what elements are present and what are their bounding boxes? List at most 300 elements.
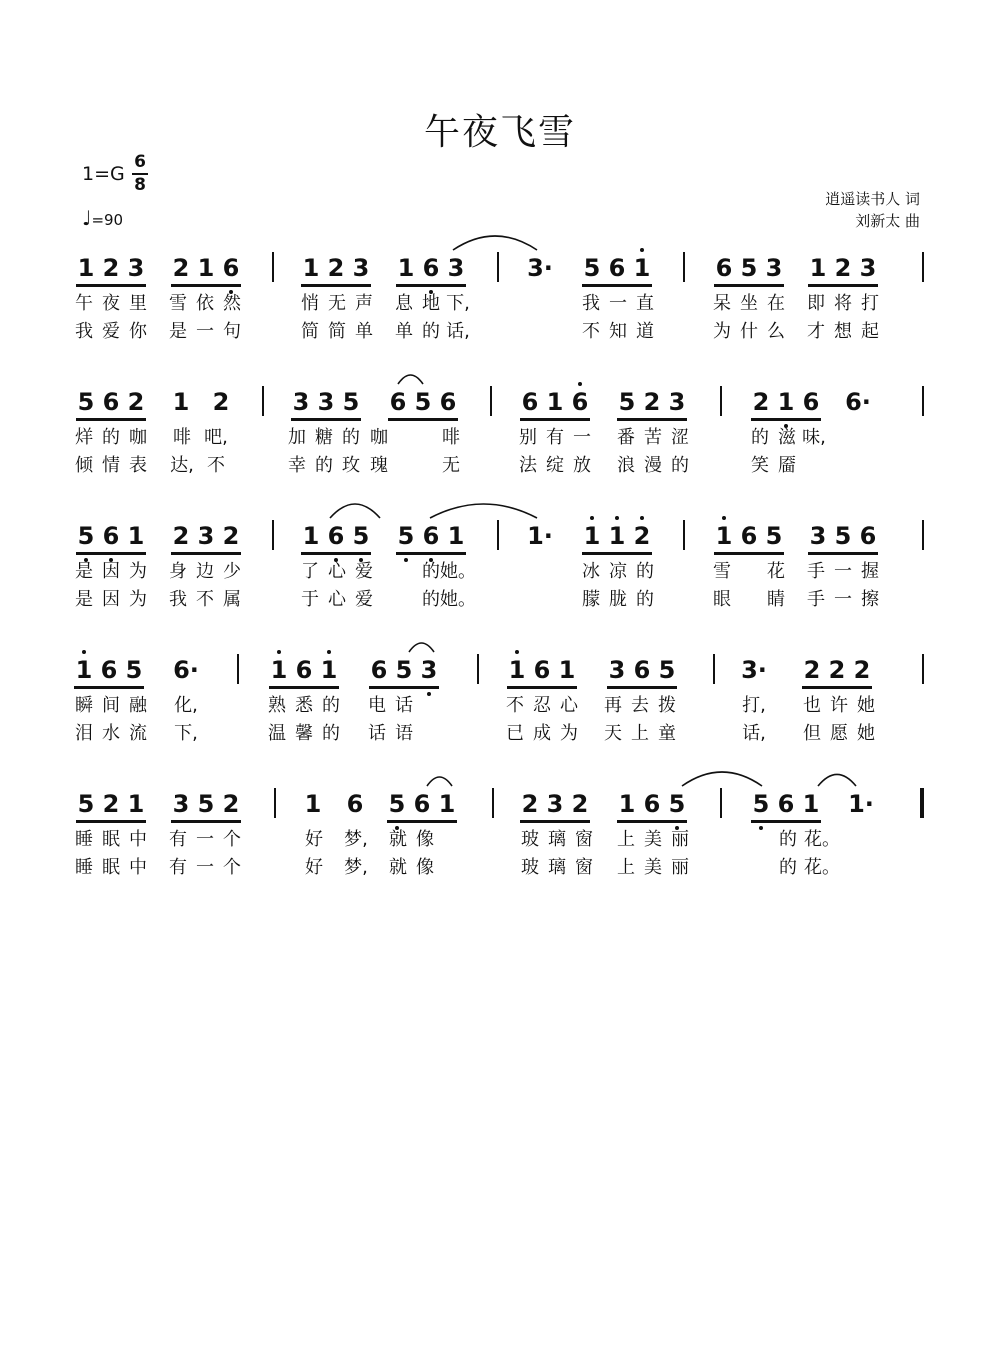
lyric-syllable: 泪 xyxy=(75,723,93,744)
lyric-syllable: 中 xyxy=(129,857,147,878)
note: 1 xyxy=(618,790,636,818)
lyric-syllable: 下, xyxy=(174,723,198,744)
lyric-syllable: 语 xyxy=(395,723,413,744)
note: 3 xyxy=(352,254,370,282)
lyric-syllable: 是 xyxy=(75,561,93,582)
note: 5 xyxy=(583,254,601,282)
lyric-syllable: 了 xyxy=(301,561,319,582)
lyric-syllable: 不 xyxy=(196,589,214,610)
note: 1 xyxy=(302,254,320,282)
lyric-syllable: 的 xyxy=(779,857,797,878)
lyric-syllable: 啡 xyxy=(173,427,191,448)
lyric-syllable: 梦, xyxy=(344,829,368,850)
underline-beam xyxy=(171,284,241,287)
lyric-syllable: 知 xyxy=(609,321,627,342)
lyric-syllable: 浪 xyxy=(617,455,635,476)
time-signature xyxy=(132,153,148,195)
note: 1 xyxy=(508,656,526,684)
lyric-syllable: 悉 xyxy=(295,695,313,716)
lyric-syllable: 睡 xyxy=(75,829,93,850)
note: 6 xyxy=(439,388,457,416)
lyric-syllable: 去 xyxy=(631,695,649,716)
lyric-syllable: 花。 xyxy=(804,829,840,850)
note-row xyxy=(0,522,1000,556)
lyric-syllable: 窗 xyxy=(575,829,593,850)
note-row xyxy=(0,656,1000,690)
lyric-syllable: 将 xyxy=(834,293,852,314)
lyric-syllable: 漫 xyxy=(644,455,662,476)
note: 5 xyxy=(395,656,413,684)
note: 6 xyxy=(413,790,431,818)
note: 3 xyxy=(668,388,686,416)
underline-beam xyxy=(751,820,821,823)
lyric-syllable: 眼 xyxy=(713,589,731,610)
bar-line xyxy=(922,654,924,684)
note: 1 xyxy=(802,790,820,818)
note: 2 xyxy=(172,254,190,282)
note: 5 xyxy=(668,790,686,818)
note: 2 xyxy=(102,254,120,282)
lyric-syllable: 夜 xyxy=(102,293,120,314)
lyric-syllable: 就 xyxy=(389,857,407,878)
note: 6 xyxy=(608,254,626,282)
note: 2 xyxy=(222,790,240,818)
note: 5 xyxy=(740,254,758,282)
lyric-syllable: 我 xyxy=(582,293,600,314)
lyric-syllable: 馨 xyxy=(295,723,313,744)
lyric-syllable: 声 xyxy=(355,293,373,314)
note: 5 xyxy=(618,388,636,416)
score-system xyxy=(0,656,1000,796)
underline-beam xyxy=(617,820,687,823)
lyric-syllable: 咖 xyxy=(129,427,147,448)
lyric-syllable: 道 xyxy=(636,321,654,342)
note: 6 xyxy=(740,522,758,550)
lyric-syllable: 啡 xyxy=(442,427,460,448)
lyric-syllable: 别 xyxy=(519,427,537,448)
lyric-syllable: 呆 xyxy=(713,293,731,314)
lyric-syllable: 起 xyxy=(861,321,879,342)
octave-high-dot xyxy=(722,516,726,520)
lyric-syllable: 眠 xyxy=(102,829,120,850)
lyric-syllable: 话 xyxy=(368,723,386,744)
lyric-syllable: 凉 xyxy=(609,561,627,582)
lyric-syllable: 许 xyxy=(830,695,848,716)
lyric-syllable: 为 xyxy=(129,589,147,610)
lyric-syllable: 因 xyxy=(102,561,120,582)
note: 1 xyxy=(809,254,827,282)
underline-beam xyxy=(301,284,371,287)
tempo-value: =90 xyxy=(91,211,124,229)
lyric-syllable: 中 xyxy=(129,829,147,850)
lyric-syllable: 美 xyxy=(644,829,662,850)
note: 5 xyxy=(197,790,215,818)
lyric-syllable: 一 xyxy=(573,427,591,448)
note: 2 xyxy=(643,388,661,416)
lyric-syllable: 的 xyxy=(671,455,689,476)
octave-high-dot xyxy=(615,516,619,520)
underline-beam xyxy=(808,552,878,555)
lyric-syllable: 无 xyxy=(442,455,460,476)
lyric-syllable: 倾 xyxy=(75,455,93,476)
lyric-syllable: 无 xyxy=(328,293,346,314)
lyric-syllable: 下, xyxy=(446,293,470,314)
lyric-syllable: 手 xyxy=(807,589,825,610)
note: 6 xyxy=(777,790,795,818)
lyric-syllable: 达, xyxy=(170,455,194,476)
time-signature-bottom: 8 xyxy=(134,175,146,195)
lyric-syllable: 加 xyxy=(288,427,306,448)
underline-beam xyxy=(388,418,458,421)
note: 6 xyxy=(222,254,240,282)
lyric-syllable: 好 xyxy=(305,857,323,878)
lyric-syllable: 有 xyxy=(169,829,187,850)
octave-high-dot xyxy=(82,650,86,654)
note: 3 xyxy=(447,254,465,282)
lyric-syllable: 苦 xyxy=(644,427,662,448)
slur xyxy=(453,236,537,250)
lyric-syllable: 里 xyxy=(129,293,147,314)
note: 2 xyxy=(102,790,120,818)
lyric-syllable: 花。 xyxy=(804,857,840,878)
note: 3 xyxy=(127,254,145,282)
lyric-syllable: 已 xyxy=(506,723,524,744)
bar-line xyxy=(272,520,274,550)
note-row xyxy=(0,254,1000,288)
note: 5 xyxy=(352,522,370,550)
underline-beam xyxy=(74,686,144,689)
lyric-syllable: 一 xyxy=(196,321,214,342)
underline-beam xyxy=(269,686,339,689)
lyric-syllable: 我 xyxy=(169,589,187,610)
note: 3· xyxy=(741,656,767,684)
bar-line xyxy=(713,654,715,684)
note: 3 xyxy=(420,656,438,684)
note: 1 xyxy=(270,656,288,684)
song-title: 午夜飞雪 xyxy=(423,112,576,153)
lyric-syllable: 绽 xyxy=(546,455,564,476)
note: 6 xyxy=(102,522,120,550)
underline-beam xyxy=(808,284,878,287)
lyric-syllable: 胧 xyxy=(609,589,627,610)
lyric-syllable: 不 xyxy=(506,695,524,716)
lyric-syllable: 么 xyxy=(767,321,785,342)
lyric-syllable: 窗 xyxy=(575,857,593,878)
lyric-syllable: 握 xyxy=(861,561,879,582)
note: 5 xyxy=(77,522,95,550)
score-system xyxy=(0,254,1000,394)
lyric-syllable: 法 xyxy=(519,455,537,476)
note: 5 xyxy=(77,790,95,818)
note: 1 xyxy=(633,254,651,282)
bar-line xyxy=(683,252,685,282)
bar-line xyxy=(720,788,722,818)
lyric-syllable: 有 xyxy=(169,857,187,878)
lyric-syllable: 涩 xyxy=(671,427,689,448)
note: 2 xyxy=(571,790,589,818)
note: 2 xyxy=(853,656,871,684)
lyric-syllable: 好 xyxy=(305,829,323,850)
underline-beam xyxy=(396,284,466,287)
lyric-syllable: 的 xyxy=(422,561,440,582)
note: 5 xyxy=(77,388,95,416)
lyric-syllable: 为 xyxy=(560,723,578,744)
note: 1 xyxy=(127,522,145,550)
lyric-syllable: 的 xyxy=(636,589,654,610)
octave-high-dot xyxy=(590,516,594,520)
note: 6 xyxy=(370,656,388,684)
lyric-syllable: 流 xyxy=(129,723,147,744)
score-system xyxy=(0,388,1000,528)
lyric-syllable: 单 xyxy=(355,321,373,342)
lyric-syllable: 一 xyxy=(196,829,214,850)
note-row xyxy=(0,388,1000,422)
note: 3 xyxy=(809,522,827,550)
lyric-syllable: 她。 xyxy=(440,589,476,610)
note: 1 xyxy=(320,656,338,684)
underline-beam xyxy=(802,686,872,689)
lyric-syllable: 梦, xyxy=(344,857,368,878)
note: 2 xyxy=(828,656,846,684)
note: 5 xyxy=(658,656,676,684)
lyric-syllable: 你 xyxy=(129,321,147,342)
note: 1· xyxy=(527,522,553,550)
lyric-syllable: 心 xyxy=(328,589,346,610)
lyric-syllable: 冰 xyxy=(582,561,600,582)
lyric-syllable: 的 xyxy=(342,427,360,448)
note: 5 xyxy=(342,388,360,416)
lyric-syllable: 坐 xyxy=(740,293,758,314)
score-system xyxy=(0,522,1000,662)
lyric-syllable: 咖 xyxy=(370,427,388,448)
lyric-line-verse2 xyxy=(0,321,1000,355)
lyric-syllable: 花 xyxy=(767,561,785,582)
bar-line xyxy=(922,252,924,282)
lyric-syllable: 成 xyxy=(533,723,551,744)
lyric-syllable: 在 xyxy=(767,293,785,314)
lyric-syllable: 但 xyxy=(803,723,821,744)
underline-beam xyxy=(582,284,652,287)
note: 6 xyxy=(521,388,539,416)
lyric-syllable: 就 xyxy=(389,829,407,850)
lyric-syllable: 心 xyxy=(328,561,346,582)
lyric-syllable: 璃 xyxy=(548,829,566,850)
lyric-syllable: 打, xyxy=(742,695,766,716)
note: 1 xyxy=(777,388,795,416)
underline-beam xyxy=(76,552,146,555)
note: 6 xyxy=(422,522,440,550)
lyric-syllable: 为 xyxy=(713,321,731,342)
lyric-syllable: 地 xyxy=(422,293,440,314)
lyric-syllable: 睡 xyxy=(75,857,93,878)
lyric-syllable: 瑰 xyxy=(370,455,388,476)
key-signature: 1=G xyxy=(82,163,125,185)
lyric-syllable: 玻 xyxy=(521,829,539,850)
lyric-syllable: 玻 xyxy=(521,857,539,878)
lyric-syllable: 依 xyxy=(196,293,214,314)
lyric-syllable: 的 xyxy=(422,321,440,342)
lyric-line-verse2 xyxy=(0,455,1000,489)
octave-high-dot xyxy=(327,650,331,654)
underline-beam xyxy=(387,820,457,823)
octave-high-dot xyxy=(515,650,519,654)
lyric-syllable: 美 xyxy=(644,857,662,878)
lyric-syllable: 是 xyxy=(169,321,187,342)
lyric-line-verse2 xyxy=(0,723,1000,757)
note: 6 xyxy=(327,522,345,550)
note: 1 xyxy=(75,656,93,684)
note: 1 xyxy=(558,656,576,684)
lyric-syllable: 童 xyxy=(658,723,676,744)
lyric-syllable: 爱 xyxy=(102,321,120,342)
lyric-syllable: 忍 xyxy=(533,695,551,716)
lyric-syllable: 的 xyxy=(322,695,340,716)
note: 6 xyxy=(571,388,589,416)
note: 2 xyxy=(521,790,539,818)
bar-line xyxy=(720,386,722,416)
underline-beam xyxy=(520,418,590,421)
note: 2 xyxy=(752,388,770,416)
lyric-syllable: 一 xyxy=(609,293,627,314)
underline-beam xyxy=(582,552,652,555)
note: 1 xyxy=(583,522,601,550)
underline-beam xyxy=(76,820,146,823)
note: 1 xyxy=(447,522,465,550)
lyric-syllable: 朦 xyxy=(582,589,600,610)
note: 1 xyxy=(608,522,626,550)
lyric-syllable: 擦 xyxy=(861,589,879,610)
note: 3 xyxy=(608,656,626,684)
lyric-syllable: 个 xyxy=(223,857,241,878)
time-signature-top: 6 xyxy=(134,152,146,172)
underline-beam xyxy=(714,284,784,287)
underline-beam xyxy=(171,552,241,555)
lyric-syllable: 璃 xyxy=(548,857,566,878)
note: 1 xyxy=(127,790,145,818)
lyric-syllable: 少 xyxy=(223,561,241,582)
note: 6· xyxy=(173,656,199,684)
lyric-syllable: 丽 xyxy=(671,857,689,878)
note: 1 xyxy=(77,254,95,282)
lyric-syllable: 心 xyxy=(560,695,578,716)
lyric-syllable: 是 xyxy=(75,589,93,610)
lyric-syllable: 表 xyxy=(129,455,147,476)
score-system xyxy=(0,790,1000,930)
bar-line xyxy=(492,788,494,818)
lyric-line-verse2 xyxy=(0,857,1000,891)
lyric-syllable: 打 xyxy=(861,293,879,314)
note: 1 xyxy=(715,522,733,550)
note: 2 xyxy=(222,522,240,550)
note: 6 xyxy=(100,656,118,684)
note: 5 xyxy=(834,522,852,550)
underline-beam xyxy=(369,686,439,689)
lyric-syllable: 边 xyxy=(196,561,214,582)
underline-beam xyxy=(617,418,687,421)
lyric-syllable: 水 xyxy=(102,723,120,744)
bar-line xyxy=(477,654,479,684)
lyric-syllable: 她。 xyxy=(440,561,476,582)
composer-credit: 刘新太 曲 xyxy=(855,212,920,230)
bar-line xyxy=(683,520,685,550)
lyric-syllable: 一 xyxy=(834,589,852,610)
lyric-syllable: 间 xyxy=(102,695,120,716)
underline-beam xyxy=(751,418,821,421)
lyric-syllable: 简 xyxy=(301,321,319,342)
lyric-syllable: 雪 xyxy=(713,561,731,582)
lyricist-credit: 逍遥读书人 词 xyxy=(825,190,920,208)
lyric-line-verse2 xyxy=(0,589,1000,623)
note: 5 xyxy=(125,656,143,684)
bar-line xyxy=(272,252,274,282)
underline-beam xyxy=(76,418,146,421)
octave-high-dot xyxy=(277,650,281,654)
lyric-syllable: 一 xyxy=(834,561,852,582)
lyric-syllable: 悄 xyxy=(301,293,319,314)
underline-beam xyxy=(507,686,577,689)
lyric-syllable: 才 xyxy=(807,321,825,342)
octave-high-dot xyxy=(640,516,644,520)
lyric-syllable: 的 xyxy=(315,455,333,476)
note: 1 xyxy=(302,522,320,550)
lyric-syllable: 为 xyxy=(129,561,147,582)
note: 3 xyxy=(546,790,564,818)
bar-line xyxy=(922,520,924,550)
lyric-syllable: 然 xyxy=(223,293,241,314)
lyric-syllable: 吧, xyxy=(204,427,228,448)
underline-beam xyxy=(396,552,466,555)
lyric-syllable: 的 xyxy=(779,829,797,850)
note: 6 xyxy=(346,790,364,818)
lyric-syllable: 话, xyxy=(742,723,766,744)
lyric-syllable: 的 xyxy=(322,723,340,744)
lyric-syllable: 雪 xyxy=(169,293,187,314)
lyric-syllable: 话, xyxy=(446,321,470,342)
bar-line xyxy=(262,386,264,416)
lyric-syllable: 属 xyxy=(223,589,241,610)
lyric-syllable: 上 xyxy=(617,857,635,878)
note: 5 xyxy=(765,522,783,550)
note: 2 xyxy=(633,522,651,550)
note: 6 xyxy=(422,254,440,282)
lyric-syllable: 于 xyxy=(301,589,319,610)
note: 6 xyxy=(295,656,313,684)
bar-line xyxy=(237,654,239,684)
lyric-syllable: 的 xyxy=(636,561,654,582)
lyric-syllable: 烊 xyxy=(75,427,93,448)
bar-line xyxy=(274,788,276,818)
note: 5 xyxy=(388,790,406,818)
lyric-syllable: 丽 xyxy=(671,829,689,850)
note: 5 xyxy=(752,790,770,818)
lyric-syllable: 笑 xyxy=(751,455,769,476)
lyric-syllable: 午 xyxy=(75,293,93,314)
lyric-syllable: 味, xyxy=(802,427,826,448)
note: 1 xyxy=(197,254,215,282)
lyric-syllable: 单 xyxy=(395,321,413,342)
lyric-syllable: 眠 xyxy=(102,857,120,878)
lyric-syllable: 拨 xyxy=(658,695,676,716)
lyric-syllable: 融 xyxy=(129,695,147,716)
lyric-syllable: 放 xyxy=(573,455,591,476)
underline-beam xyxy=(301,552,371,555)
lyric-syllable: 番 xyxy=(617,427,635,448)
tempo-marking xyxy=(82,206,123,230)
lyric-syllable: 话 xyxy=(395,695,413,716)
lyric-syllable: 像 xyxy=(416,829,434,850)
lyric-syllable: 不 xyxy=(582,321,600,342)
lyric-syllable: 像 xyxy=(416,857,434,878)
